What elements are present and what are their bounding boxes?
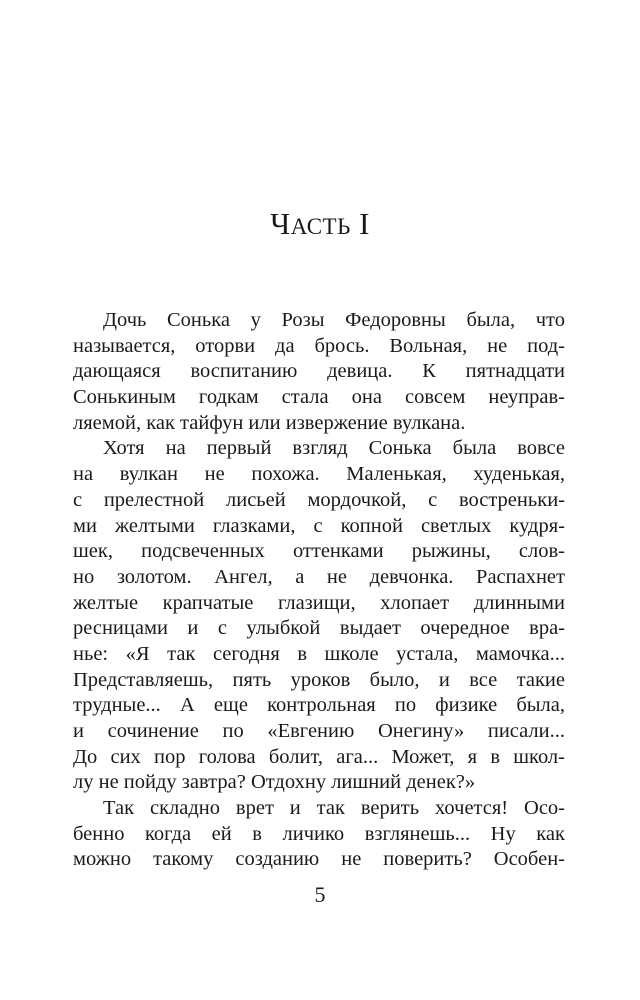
text-line: Сонькиным годкам стала она совсем неуправ- — [73, 386, 565, 409]
page-number: 5 — [314, 882, 326, 907]
text-line: шек, подсвеченных оттенками рыжины, слов- — [73, 540, 565, 563]
text-line: ресницами и с улыбкой выдает очередное вра- — [73, 617, 565, 640]
text-line: Так складно врет и так верить хочется! Осо- — [103, 797, 565, 820]
text-line: До сих пор голова болит, ага... Может, я в школ- — [73, 745, 565, 768]
paragraph — [73, 796, 565, 873]
text-line: но золотом. Ангел, а не девчонка. Распахнет — [73, 565, 565, 588]
text-line: лу не пойду завтра? Отдохну лишний денек?» — [73, 771, 476, 794]
chapter-title-rest: АСТЬ — [290, 214, 351, 239]
body-text — [73, 308, 565, 873]
text-line: называется, оторви да брось. Вольная, не под- — [73, 334, 565, 357]
text-line: ми желтыми глазками, с копной светлых кудря- — [73, 514, 565, 537]
text-line: нье: «Я так сегодня в школе устала, мамочка... — [73, 642, 565, 665]
text-line: и сочинение по «Евгению Онегину» писали... — [73, 720, 565, 742]
chapter-title-initial: Ч — [270, 206, 291, 241]
text-line: Представляешь, пять уроков было, и все такие — [73, 668, 565, 691]
text-line: бенно когда ей в личико взглянешь... Ну как — [73, 822, 565, 845]
text-line: с прелестной лисьей мордочкой, с востреньки- — [73, 488, 565, 511]
text-line: можно такому созданию не поверить? Особен- — [73, 848, 565, 871]
text-line: дающаяся воспитанию девица. К пятнадцати — [73, 360, 565, 383]
text-line: Дочь Сонька у Розы Федоровны была, что — [103, 309, 565, 331]
text-line: ляемой, как тайфун или извержение вулкана. — [73, 411, 466, 434]
text-line: на вулкан не похожа. Маленькая, худенькая, — [73, 463, 565, 486]
chapter-title — [0, 204, 640, 247]
text-line: трудные... А еще контрольная по физике была, — [73, 694, 565, 717]
text-line: Хотя на первый взгляд Сонька была вовсе — [103, 437, 565, 460]
chapter-numeral: I — [359, 206, 370, 241]
paragraph — [73, 436, 565, 796]
text-line: желтые крапчатые глазищи, хлопает длинными — [73, 591, 565, 614]
paragraph — [73, 308, 565, 436]
